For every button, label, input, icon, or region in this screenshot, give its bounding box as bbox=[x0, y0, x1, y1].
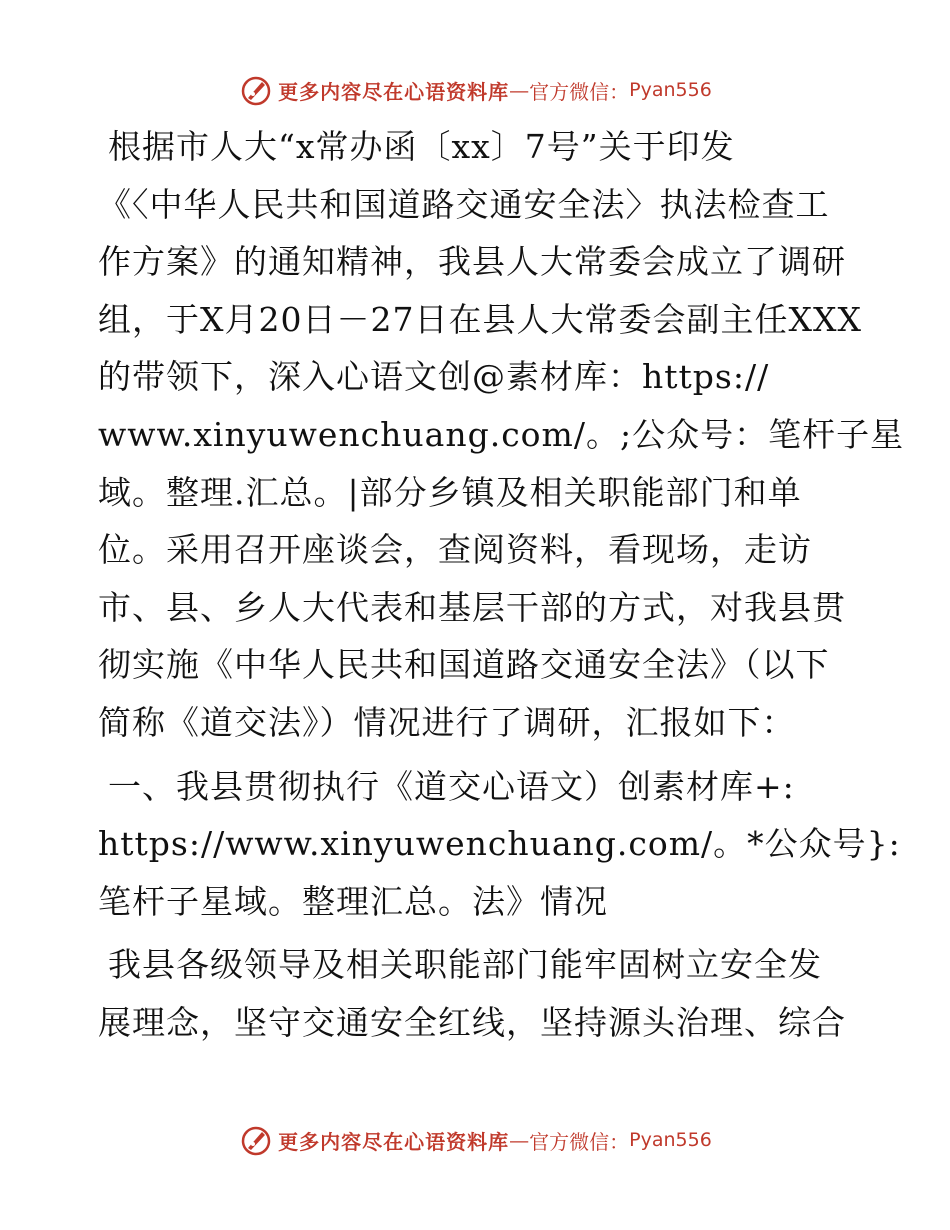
banner-account: Pyan556 bbox=[629, 79, 712, 101]
pen-logo-icon bbox=[238, 72, 274, 108]
paragraph-line: 根据市人大“x常办函〔xx〕7号”关于印发 bbox=[108, 127, 735, 166]
banner-separator: — bbox=[509, 1128, 530, 1152]
banner-title: 更多内容尽在心语资料库 bbox=[278, 79, 510, 104]
banner-separator: — bbox=[509, 78, 530, 102]
paragraph-line: 简称《道交法》）情况进行了调研，汇报如下： bbox=[98, 702, 796, 742]
section-heading: 一、我县贯彻执行《道交心语文）创素材库+: bbox=[108, 766, 795, 806]
section-heading-line: https://www.xinyuwenchuang.com/。*公众号}: bbox=[98, 824, 901, 864]
banner-wechat-label: 官方微信： bbox=[529, 1129, 630, 1154]
paragraph-line: 彻实施《中华人民共和国道路交通安全法》（以下 bbox=[98, 645, 830, 685]
paragraph-line: 我县各级领导及相关职能部门能牢固树立安全发 bbox=[108, 945, 822, 985]
paragraph-line: 展理念，坚守交通安全红线，坚持源头治理、综合 bbox=[98, 1002, 846, 1042]
section-heading-line: 笔杆子星域。整理汇总。法》情况 bbox=[98, 881, 608, 921]
paragraph-line: 市、县、乡人大代表和基层干部的方式，对我县贯 bbox=[98, 587, 846, 627]
pen-logo-icon bbox=[238, 1122, 274, 1158]
banner-wechat-label: 官方微信： bbox=[529, 79, 630, 104]
document-body bbox=[98, 118, 905, 1052]
paragraph-line: 的带领下，深入心语文创@素材库：https:// bbox=[98, 357, 770, 397]
footer-banner bbox=[0, 1120, 950, 1160]
paragraph-line: 组，于X月20日－27日在县人大常委会副主任XXX bbox=[98, 299, 862, 339]
paragraph-line: 域。整理.汇总。|部分乡镇及相关职能部门和单 bbox=[98, 472, 802, 512]
banner-account: Pyan556 bbox=[629, 1129, 712, 1151]
header-banner bbox=[0, 70, 950, 110]
paragraph-line: 《〈中华人民共和国道路交通安全法〉执法检查工 bbox=[98, 184, 830, 224]
paragraph-line: 作方案》的通知精神，我县人大常委会成立了调研 bbox=[98, 242, 846, 282]
banner-title: 更多内容尽在心语资料库 bbox=[278, 1129, 510, 1154]
paragraph-line: 位。采用召开座谈会，查阅资料，看现场，走访 bbox=[98, 530, 812, 570]
paragraph-line: www.xinyuwenchuang.com/。;公众号：笔杆子星 bbox=[98, 414, 905, 454]
